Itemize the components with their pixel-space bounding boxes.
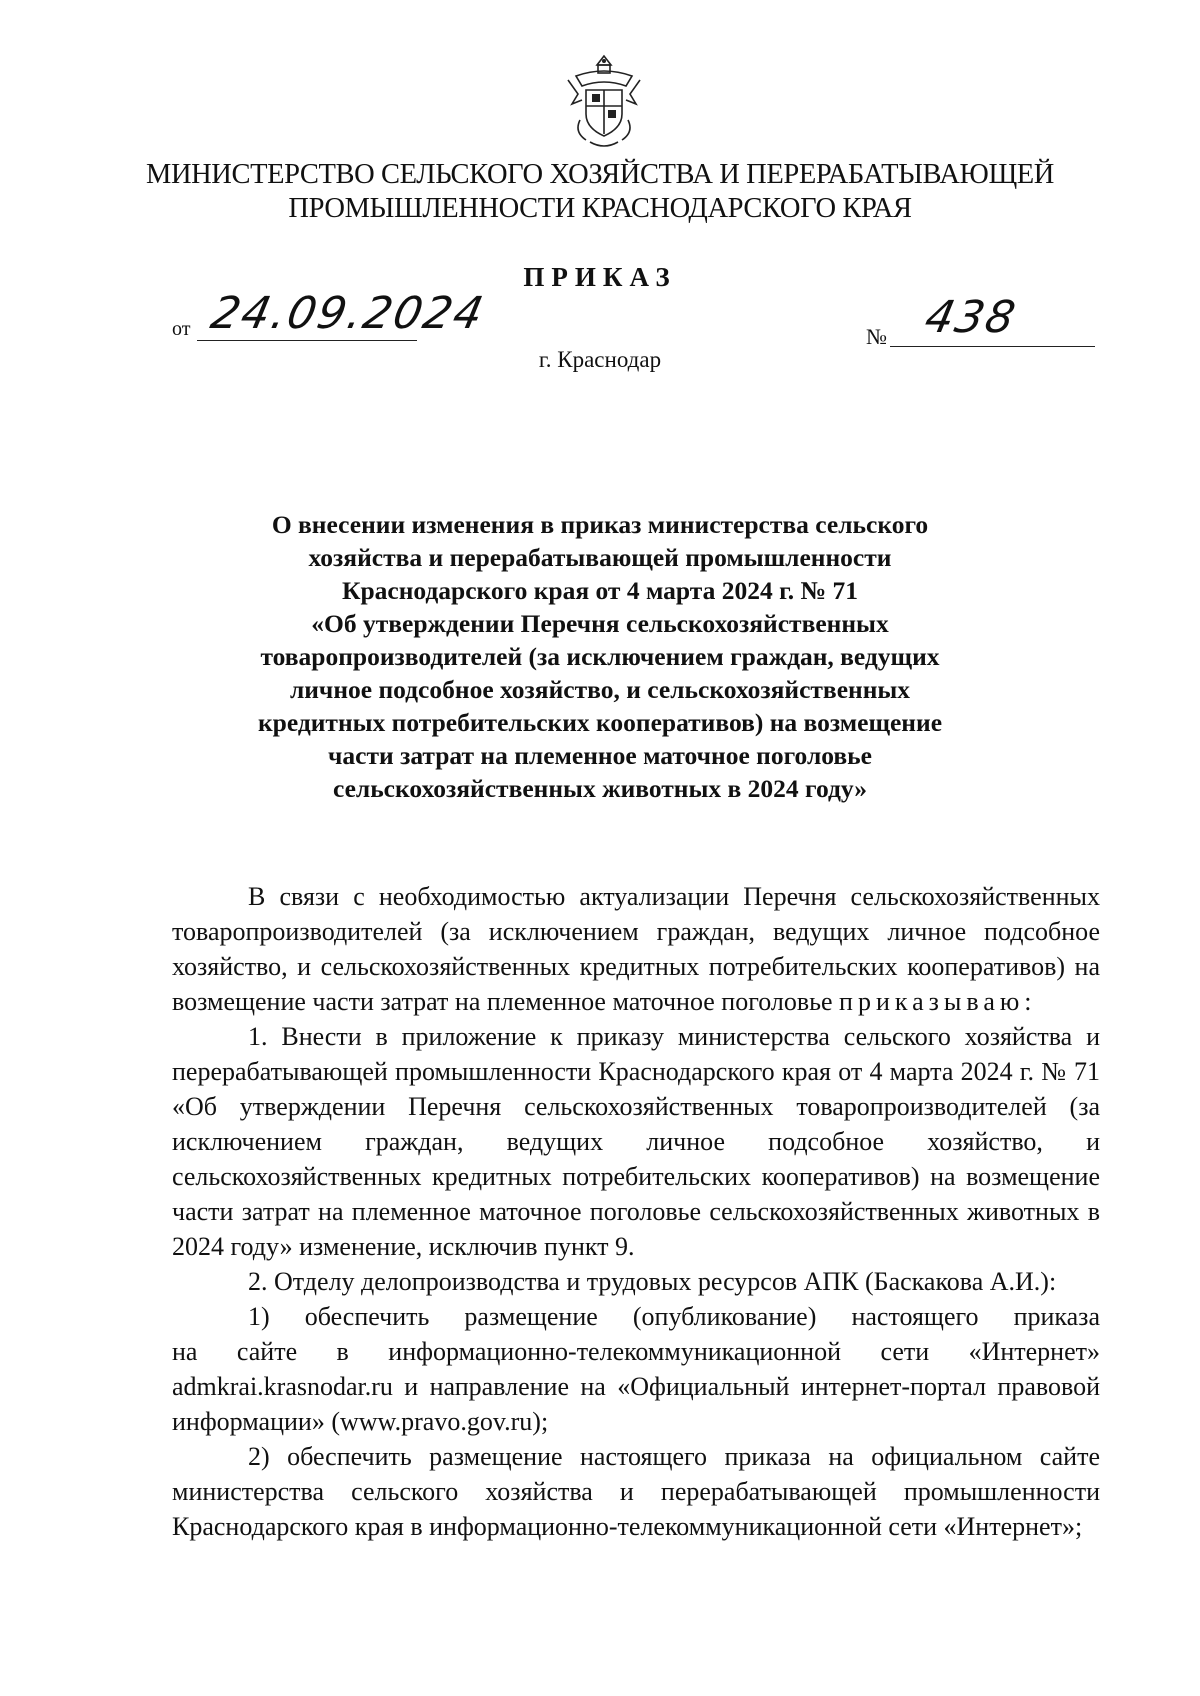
- document-type: ПРИКАЗ: [523, 262, 677, 292]
- order-verb: приказываю:: [839, 987, 1037, 1016]
- preamble-paragraph: [172, 879, 1100, 1019]
- handwritten-number: 438: [920, 292, 1022, 343]
- handwritten-date: 24.09.2024: [206, 288, 490, 339]
- city: г. Краснодар: [538, 347, 662, 372]
- ministry-name-line-2: ПРОМЫШЛЕННОСТИ КРАСНОДАРСКОГО КРАЯ: [288, 193, 912, 224]
- document-body: [172, 879, 1100, 1544]
- item-2-2-paragraph: 2) обеспечить размещение настоящего приказа на официальном сайте министерства сельского хозяйства и перерабатывающей промышленности Краснодарского края в информационно-телекоммуникационной сети «Интернет»;: [172, 1442, 1100, 1541]
- document-title: [200, 508, 1000, 805]
- item-2-paragraph: 2. Отделу делопроизводства и трудовых ресурсов АПК (Баскакова А.И.):: [248, 1267, 1057, 1296]
- title-line: товаропроизводителей (за исключением граждан, ведущих: [260, 642, 940, 671]
- title-line: кредитных потребительских кооперативов) на возмещение: [257, 708, 943, 737]
- coat-of-arms-emblem: [562, 50, 646, 150]
- item-2-1-line-3: admkrai.krasnodar.ru и направление на «Официальный интернет-портал правовой информации» (www.pravo.gov.ru);: [172, 1372, 1100, 1436]
- title-line: Краснодарского края от 4 марта 2024 г. № 71: [341, 576, 859, 605]
- title-line: личное подсобное хозяйство, и сельскохозяйственных: [289, 675, 911, 704]
- title-line: части затрат на племенное маточное поголовье: [328, 741, 872, 770]
- ministry-name-line-1: МИНИСТЕРСТВО СЕЛЬСКОГО ХОЗЯЙСТВА И ПЕРЕРАБАТЫВАЮЩЕЙ: [146, 159, 1054, 190]
- item-1-paragraph: 1. Внести в приложение к приказу министерства сельского хозяйства и перерабатывающей промышленности Краснодарского края от 4 марта 2024 г. № 71 «Об утверждении Перечня сельскохозяйственных товаропроизводителей (за исключением граждан, ведущих личное подсобное хозяйство, и сельскохозяйственных кредитных потребительских кооперативов) на возмещение части затрат на племенное маточное поголовье сельскохозяйственных животных в 2024 году» изменение, исключив пункт 9.: [172, 1022, 1100, 1261]
- date-underline: [197, 340, 417, 341]
- title-line: хозяйства и перерабатывающей промышленности: [308, 543, 892, 572]
- ministry-name: [100, 158, 1100, 226]
- item-2-1-line-1: 1) обеспечить размещение (опубликование) настоящего приказа: [248, 1302, 1100, 1331]
- item-2-1-line-2: на сайте в информационно-телекоммуникационной сети «Интернет»: [172, 1337, 1100, 1366]
- date-label: от: [172, 318, 191, 340]
- preamble-text: В связи с необходимостью актуализации Перечня сельскохозяйственных товаропроизводителей (за исключением граждан, ведущих личное подсобное хозяйство, и сельскохозяйственных кредитных потребительских кооперативов) на возмещение части затрат на племенное маточное поголовье: [172, 882, 1100, 1016]
- number-label: №: [866, 324, 887, 349]
- title-line: «Об утверждении Перечня сельскохозяйственных: [311, 609, 889, 638]
- title-line: сельскохозяйственных животных в 2024 году»: [332, 774, 868, 803]
- title-line: О внесении изменения в приказ министерства сельского: [271, 510, 929, 539]
